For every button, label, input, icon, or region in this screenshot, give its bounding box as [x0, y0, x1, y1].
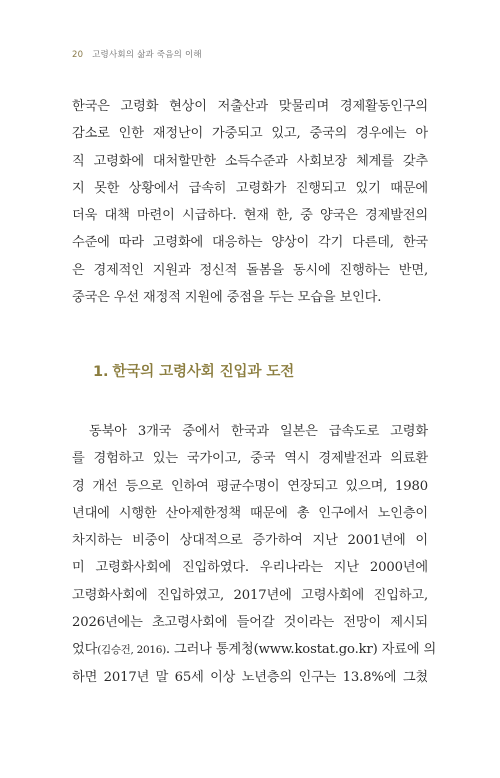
intro-paragraph	[72, 93, 428, 311]
section-heading	[93, 360, 294, 381]
paragraph-line: 년대에 시행한 산아제한정책 때문에 총 인구에서 노인층이	[72, 505, 428, 521]
paragraph-line: 동북아 3개국 중에서 한국과 일본은 급속도로 고령화	[89, 424, 428, 439]
paragraph-line: 를 경험하고 있는 국가이고, 중국 역시 경제발전과 의료환	[72, 451, 428, 467]
running-header	[72, 48, 202, 60]
paragraph-line: 고령화사회에 진입하였고, 2017년에 고령사회에 진입하고,	[72, 587, 428, 603]
paragraph-line: 감소로 인한 재정난이 가중되고 있고, 중국의 경우에는 아	[72, 126, 428, 142]
section-paragraph	[72, 418, 437, 691]
paragraph-line: 한국은 고령화 현상이 저출산과 맞물리며 경제활동인구의	[72, 99, 428, 114]
paragraph-line: 하면 2017년 말 65세 이상 노년층의 인구는 13.8%에 그쳤	[72, 669, 428, 685]
section-number: 1.	[93, 364, 109, 380]
paragraph-line: 더욱 대책 마련이 시급하다. 현재 한, 중 양국은 경제발전의	[72, 208, 428, 224]
line-start: 었다	[72, 642, 98, 658]
paragraph-line: 2026년에는 초고령사회에 들어갈 것이라는 전망이 제시되	[72, 615, 428, 631]
paragraph-line	[72, 636, 437, 663]
paragraph-line: 경 개선 등으로 인하여 평균수명이 연장되고 있으며, 1980	[72, 478, 428, 494]
paragraph-line: 차지하는 비중이 상대적으로 증가하여 지난 2001년에 이	[72, 533, 428, 549]
citation: (김승건, 2016)	[97, 644, 166, 657]
line-end: . 그러나 통계청(www.kostat.go.kr) 자료에 의	[165, 642, 437, 658]
paragraph-line: 중국은 우선 재정적 지원에 중점을 두는 모습을 보인다.	[72, 290, 382, 306]
section-title: 한국의 고령사회 진입과 도전	[112, 364, 295, 380]
page-number: 20	[72, 50, 84, 60]
running-title: 고령사회의 삶과 죽음의 이해	[92, 50, 202, 60]
paragraph-line: 직 고령화에 대처할만한 소득수준과 사회보장 체계를 갖추	[72, 153, 428, 169]
paragraph-line: 수준에 따라 고령화에 대응하는 양상이 각기 다른데, 한국	[72, 235, 428, 251]
paragraph-line: 지 못한 상황에서 급속히 고령화가 진행되고 있기 때문에	[72, 180, 428, 196]
paragraph-line: 미 고령화사회에 진입하였다. 우리나라는 지난 2000년에	[72, 560, 428, 576]
paragraph-line: 은 경제적인 지원과 정신적 돌봄을 동시에 진행하는 반면,	[72, 262, 428, 278]
